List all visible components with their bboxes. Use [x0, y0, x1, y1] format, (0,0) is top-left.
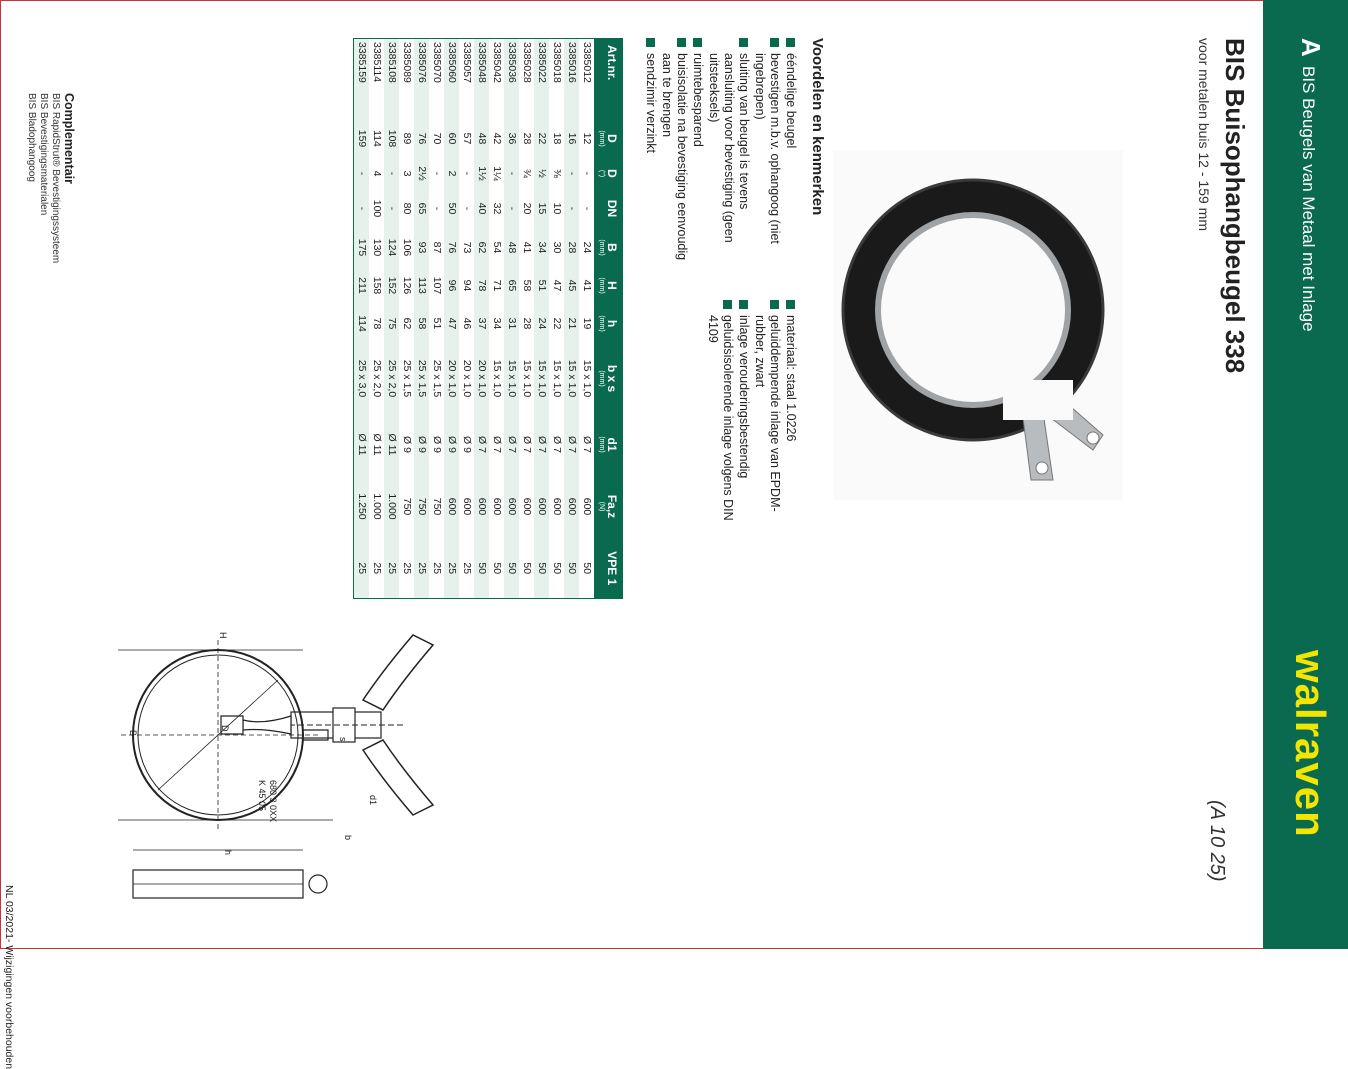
table-cell: 2½ [414, 159, 429, 189]
table-cell: 48 [474, 119, 489, 159]
table-row [369, 39, 384, 599]
table-cell: 28 [564, 229, 579, 267]
article-number-cell: 3385057 [461, 42, 473, 83]
table-cell: 20 x 1,0 [461, 359, 473, 398]
table-cell: 20 [521, 202, 533, 215]
table-cell: 175 [354, 229, 370, 267]
table-cell: 1¼ [491, 166, 503, 181]
table-cell: 25 [384, 539, 399, 599]
table-cell: 600 [564, 475, 579, 539]
table-cell: 600 [551, 497, 563, 516]
table-row [519, 39, 534, 599]
table-cell: 15 x 1,0 [491, 359, 503, 398]
table-cell: 15 x 1,0 [564, 343, 579, 415]
article-number-cell: 3385012 [581, 42, 593, 83]
header-unit: (N) [598, 501, 605, 512]
table-cell: 34 [534, 229, 549, 267]
header-label: Fa,z [605, 494, 619, 519]
table-cell: 25 [414, 539, 429, 599]
table-cell: 15 x 1,0 [551, 359, 563, 398]
table-cell: ¾ [521, 169, 533, 178]
features-right-list [704, 300, 798, 530]
table-cell: 19 [581, 317, 593, 330]
complementair-item[interactable]: BIS Bevestigingsmaterialen [38, 93, 49, 216]
table-cell: 124 [384, 229, 399, 267]
table-cell: 1½ [474, 159, 489, 189]
table-body [354, 39, 595, 599]
table-cell: 4 [371, 170, 383, 177]
table-cell: 45 [564, 267, 579, 305]
table-cell: 16 [564, 119, 579, 159]
article-number-cell: 3385114 [371, 42, 383, 83]
dim-label-b: b [343, 835, 353, 841]
table-cell: 600 [444, 475, 459, 539]
product-title: BIS Buisophangbeugel 338 [1220, 38, 1250, 374]
table-cell: Ø 9 [431, 436, 443, 453]
brand-logo: walraven [1287, 650, 1334, 838]
table-cell: 89 [401, 132, 413, 145]
dim-label-b-upper: B [128, 730, 138, 737]
table-cell: 50 [581, 562, 593, 575]
table-row [429, 39, 444, 599]
table-cell: 15 x 1,0 [534, 343, 549, 415]
table-cell: 114 [371, 130, 383, 147]
table-cell: 25 x 1,5 [401, 359, 413, 398]
table-cell: 21 [564, 305, 579, 343]
table-cell: 15 x 1,0 [504, 343, 519, 415]
feature-item: materiaal: staal 1.0226 [783, 300, 798, 530]
table-cell: 50 [474, 539, 489, 599]
table-cell: - [384, 159, 399, 189]
table-cell: 70 [431, 132, 443, 145]
table-header-cell [594, 119, 623, 159]
table-cell: 10 [551, 202, 563, 215]
table-cell: Ø 11 [354, 415, 370, 475]
table-cell: - [504, 159, 519, 189]
table-row [444, 39, 459, 599]
table-cell: 25 x 1,5 [431, 359, 443, 398]
dim-label-h-upper: H [218, 632, 228, 639]
article-number-cell: 3385022 [534, 39, 549, 119]
article-number-cell: 3385042 [491, 42, 503, 83]
table-cell: 600 [491, 497, 503, 516]
table-cell: 40 [474, 189, 489, 229]
article-number-cell: 3385089 [401, 42, 413, 83]
table-cell: 65 [504, 267, 519, 305]
header-label: D [605, 134, 619, 143]
header-label: B [605, 243, 619, 252]
table-cell: 54 [491, 241, 503, 254]
header-unit: (mm) [598, 436, 605, 453]
table-cell: 750 [401, 497, 413, 516]
table-header-cell [594, 415, 623, 475]
table-cell: ½ [534, 159, 549, 189]
article-number-cell: 3385070 [431, 42, 443, 83]
table-cell: - [504, 189, 519, 229]
table-cell: 28 [521, 132, 533, 145]
article-number-cell: 3385108 [384, 39, 399, 119]
table-cell: 41 [581, 279, 593, 292]
table-cell: - [431, 171, 443, 176]
table-cell: Ø 7 [521, 436, 533, 453]
complementair-item[interactable]: BIS RapidStrut® Bevestigingssysteem [50, 93, 61, 264]
table-cell: 50 [564, 539, 579, 599]
table-cell: 50 [444, 189, 459, 229]
table-cell: 22 [534, 119, 549, 159]
table-header-cell [594, 189, 623, 229]
table-cell: 108 [384, 119, 399, 159]
table-cell: 76 [414, 119, 429, 159]
table-row [564, 39, 579, 599]
table-cell: 159 [354, 119, 370, 159]
table-cell: 50 [521, 562, 533, 575]
table-cell: 75 [384, 305, 399, 343]
header-unit: (") [598, 169, 605, 178]
table-cell: 50 [504, 539, 519, 599]
table-header-cell [594, 475, 623, 539]
table-cell: 47 [551, 279, 563, 292]
features-left-list [642, 38, 798, 266]
table-cell: 152 [384, 267, 399, 305]
table-cell: 25 [354, 539, 370, 599]
section-letter: A [1296, 38, 1326, 57]
mounting-code: K 45 05 [257, 780, 267, 812]
feature-item: ruimtebesparend [690, 38, 705, 266]
table-cell: 1.000 [371, 493, 383, 520]
table-cell: Ø 11 [384, 415, 399, 475]
header-label: D [605, 169, 619, 178]
table-cell: Ø 7 [551, 436, 563, 453]
table-cell: 2 [444, 159, 459, 189]
clamp-image [833, 150, 1123, 500]
table-cell: Ø 7 [491, 436, 503, 453]
table-cell: 126 [401, 276, 413, 295]
table-cell: 36 [504, 119, 519, 159]
table-cell: 78 [474, 267, 489, 305]
table-cell: 87 [431, 241, 443, 254]
feature-item: buisisolatie na bevestiging eenvoudig aan te brengen [659, 38, 689, 266]
table-cell: 600 [581, 497, 593, 516]
table-cell: - [384, 189, 399, 229]
table-row [489, 39, 504, 599]
table-row [459, 39, 474, 599]
table-cell: 25 x 2,0 [384, 343, 399, 415]
header-label: Art.nr. [605, 45, 619, 81]
table-cell: 28 [521, 317, 533, 330]
table-row [579, 39, 594, 599]
table-cell: 100 [371, 199, 383, 218]
table-cell: Ø 7 [534, 415, 549, 475]
table-cell: 58 [521, 279, 533, 292]
table-cell: 130 [371, 238, 383, 257]
table-cell: 158 [371, 276, 383, 295]
table-cell: 106 [401, 238, 413, 257]
table-cell: 25 [371, 562, 383, 575]
mounting-code: 680 3 0XX [268, 780, 278, 823]
header-label: b x s [605, 364, 619, 393]
table-cell: Ø 7 [564, 415, 579, 475]
table-cell: 24 [534, 305, 549, 343]
header-unit: (mm) [598, 130, 605, 147]
table-cell: 51 [534, 267, 549, 305]
table-row [534, 39, 549, 599]
table-cell: 71 [491, 279, 503, 292]
table-cell: 750 [414, 475, 429, 539]
table-cell: 46 [461, 317, 473, 330]
table-cell: Ø 7 [581, 436, 593, 453]
table-header-cell [594, 159, 623, 189]
table-cell: 73 [461, 241, 473, 254]
table-cell: 113 [414, 267, 429, 305]
table-header-cell [594, 229, 623, 267]
table-cell: 93 [414, 229, 429, 267]
table-cell: 32 [491, 202, 503, 215]
table-cell: 65 [414, 189, 429, 229]
features-heading: Voordelen en kenmerken [809, 38, 826, 216]
table-cell: 42 [491, 132, 503, 145]
table-header-cell [594, 343, 623, 415]
table-header-cell [594, 305, 623, 343]
feature-item: sluiting van beugel is tevens aansluiting voor bevestiging (geen uitsteeksels) [706, 38, 751, 266]
complementair-list [25, 93, 61, 263]
table-cell: ⅜ [551, 169, 563, 178]
header-unit: (mm) [598, 315, 605, 332]
table-cell: - [461, 171, 473, 176]
table-cell: 18 [551, 132, 563, 145]
feature-item: geluiddempende inlage van EPDM-rubber, zwart [752, 300, 782, 530]
dim-label-s: s [338, 737, 348, 742]
table-row [384, 39, 399, 599]
table-cell: - [564, 159, 579, 189]
table-cell: 750 [431, 497, 443, 516]
header-label: DN [605, 199, 619, 218]
table-cell: - [461, 206, 473, 211]
article-number-cell: 3385036 [504, 39, 519, 119]
table-cell: 58 [414, 305, 429, 343]
article-number-cell: 3385028 [521, 42, 533, 83]
table-cell: 25 [444, 539, 459, 599]
table-cell: Ø 7 [474, 415, 489, 475]
table-cell: 51 [431, 317, 443, 330]
table-cell: 60 [444, 119, 459, 159]
dim-label-d: D [220, 725, 230, 732]
product-photo [833, 150, 1123, 500]
table-cell: 600 [521, 497, 533, 516]
dimension-drawing [93, 630, 528, 930]
table-cell: 80 [401, 202, 413, 215]
table-cell: Ø 11 [371, 433, 383, 456]
table-cell: 25 x 2,0 [371, 359, 383, 398]
table-cell: 25 x 1,5 [414, 343, 429, 415]
table-row [504, 39, 519, 599]
table-cell: 22 [551, 317, 563, 330]
feature-item: inlage verouderingsbestendig [736, 300, 751, 530]
table-cell: Ø 9 [401, 436, 413, 453]
table-cell: - [354, 189, 370, 229]
table-header-cell [594, 539, 623, 599]
table-cell: 600 [474, 475, 489, 539]
table-cell: Ø 9 [444, 415, 459, 475]
table-cell: 25 x 3,0 [354, 343, 370, 415]
table-cell: - [564, 189, 579, 229]
table-cell: 24 [581, 241, 593, 254]
table-cell: 3 [401, 170, 413, 177]
table-cell: 78 [371, 317, 383, 330]
complementair-title: Complementair [62, 93, 76, 184]
table-cell: 25 [461, 562, 473, 575]
table-cell: 31 [504, 305, 519, 343]
article-number-cell: 3385016 [564, 39, 579, 119]
header-band [1263, 0, 1348, 949]
feature-item: geluidsisolerende inlage volgens DIN 4109 [705, 300, 735, 530]
table-cell: Ø 9 [461, 436, 473, 453]
table-cell: 62 [474, 229, 489, 267]
table-header-cell [594, 39, 623, 119]
table-cell: 1.250 [354, 475, 370, 539]
table-cell: 114 [354, 305, 370, 343]
table-cell: 25 [431, 562, 443, 575]
table-cell: Ø 9 [414, 415, 429, 475]
feature-item: bevestigen m.b.v. ophangoog (niet ingebrepen) [752, 38, 782, 266]
table-cell: 600 [461, 497, 473, 516]
dim-label-d1: d1 [368, 795, 378, 806]
table-cell: 34 [491, 317, 503, 330]
category-title: BIS Beugels van Metaal met Inlage [1299, 66, 1318, 332]
header-unit: (mm) [598, 370, 605, 387]
article-number-cell: 3385048 [474, 39, 489, 119]
product-subtitle: voor metalen buis 12 - 159 mm [1196, 38, 1212, 231]
table-cell: Ø 7 [504, 415, 519, 475]
table-cell: 76 [444, 229, 459, 267]
header-label: h [605, 319, 619, 328]
table-cell: 15 [534, 189, 549, 229]
table-cell: 15 x 1,0 [521, 359, 533, 398]
table-row [474, 39, 489, 599]
table-cell: 20 x 1,0 [474, 343, 489, 415]
table-cell: - [581, 206, 593, 211]
table-cell: 12 [581, 132, 593, 145]
table-cell: 1.000 [384, 475, 399, 539]
table-cell: 600 [504, 475, 519, 539]
table-cell: 57 [461, 132, 473, 145]
table-row [549, 39, 564, 599]
table-cell: 48 [504, 229, 519, 267]
header-unit: (mm) [598, 239, 605, 256]
page-code: (A 10 25) [1206, 800, 1228, 882]
table-header-row [594, 39, 623, 599]
dim-label-h: h [223, 850, 233, 856]
table-row [399, 39, 414, 599]
table-row [414, 39, 429, 599]
table-cell: 41 [521, 241, 533, 254]
table-cell: 600 [534, 475, 549, 539]
table-cell: 25 [401, 562, 413, 575]
feature-item: ééndelige beugel [783, 38, 798, 266]
complementair-item[interactable]: BIS Bladophangoog [26, 93, 37, 182]
table-cell: 20 x 1,0 [444, 343, 459, 415]
table-cell: 50 [551, 562, 563, 575]
article-number-cell: 3385018 [551, 42, 563, 83]
dimension-svg [98, 630, 528, 930]
table-cell: 107 [431, 276, 443, 295]
spec-table [353, 38, 623, 599]
table-cell: 211 [354, 267, 370, 305]
table-cell: - [581, 171, 593, 176]
feature-item: sendzimir verzinkt [643, 38, 658, 266]
table-cell: - [431, 206, 443, 211]
table-row [354, 39, 370, 599]
table-cell: 50 [491, 562, 503, 575]
header-label: H [605, 281, 619, 290]
header-label: VPE 1 [605, 551, 619, 586]
footer-note: NL 03/2021- Wijzigingen voorbehouden [3, 885, 15, 1069]
article-number-cell: 3385159 [354, 39, 370, 119]
table-cell: 96 [444, 267, 459, 305]
table-cell: 37 [474, 305, 489, 343]
table-cell: - [354, 159, 370, 189]
table-cell: 15 x 1,0 [581, 359, 593, 398]
article-number-cell: 3385076 [414, 39, 429, 119]
header-label: d1 [605, 437, 619, 452]
table-cell: 30 [551, 241, 563, 254]
table-cell: 94 [461, 279, 473, 292]
table-cell: 50 [534, 539, 549, 599]
article-number-cell: 3385060 [444, 39, 459, 119]
header-unit: (mm) [598, 277, 605, 294]
table-cell: 62 [401, 317, 413, 330]
table-cell: 47 [444, 305, 459, 343]
table-header-cell [594, 267, 623, 305]
